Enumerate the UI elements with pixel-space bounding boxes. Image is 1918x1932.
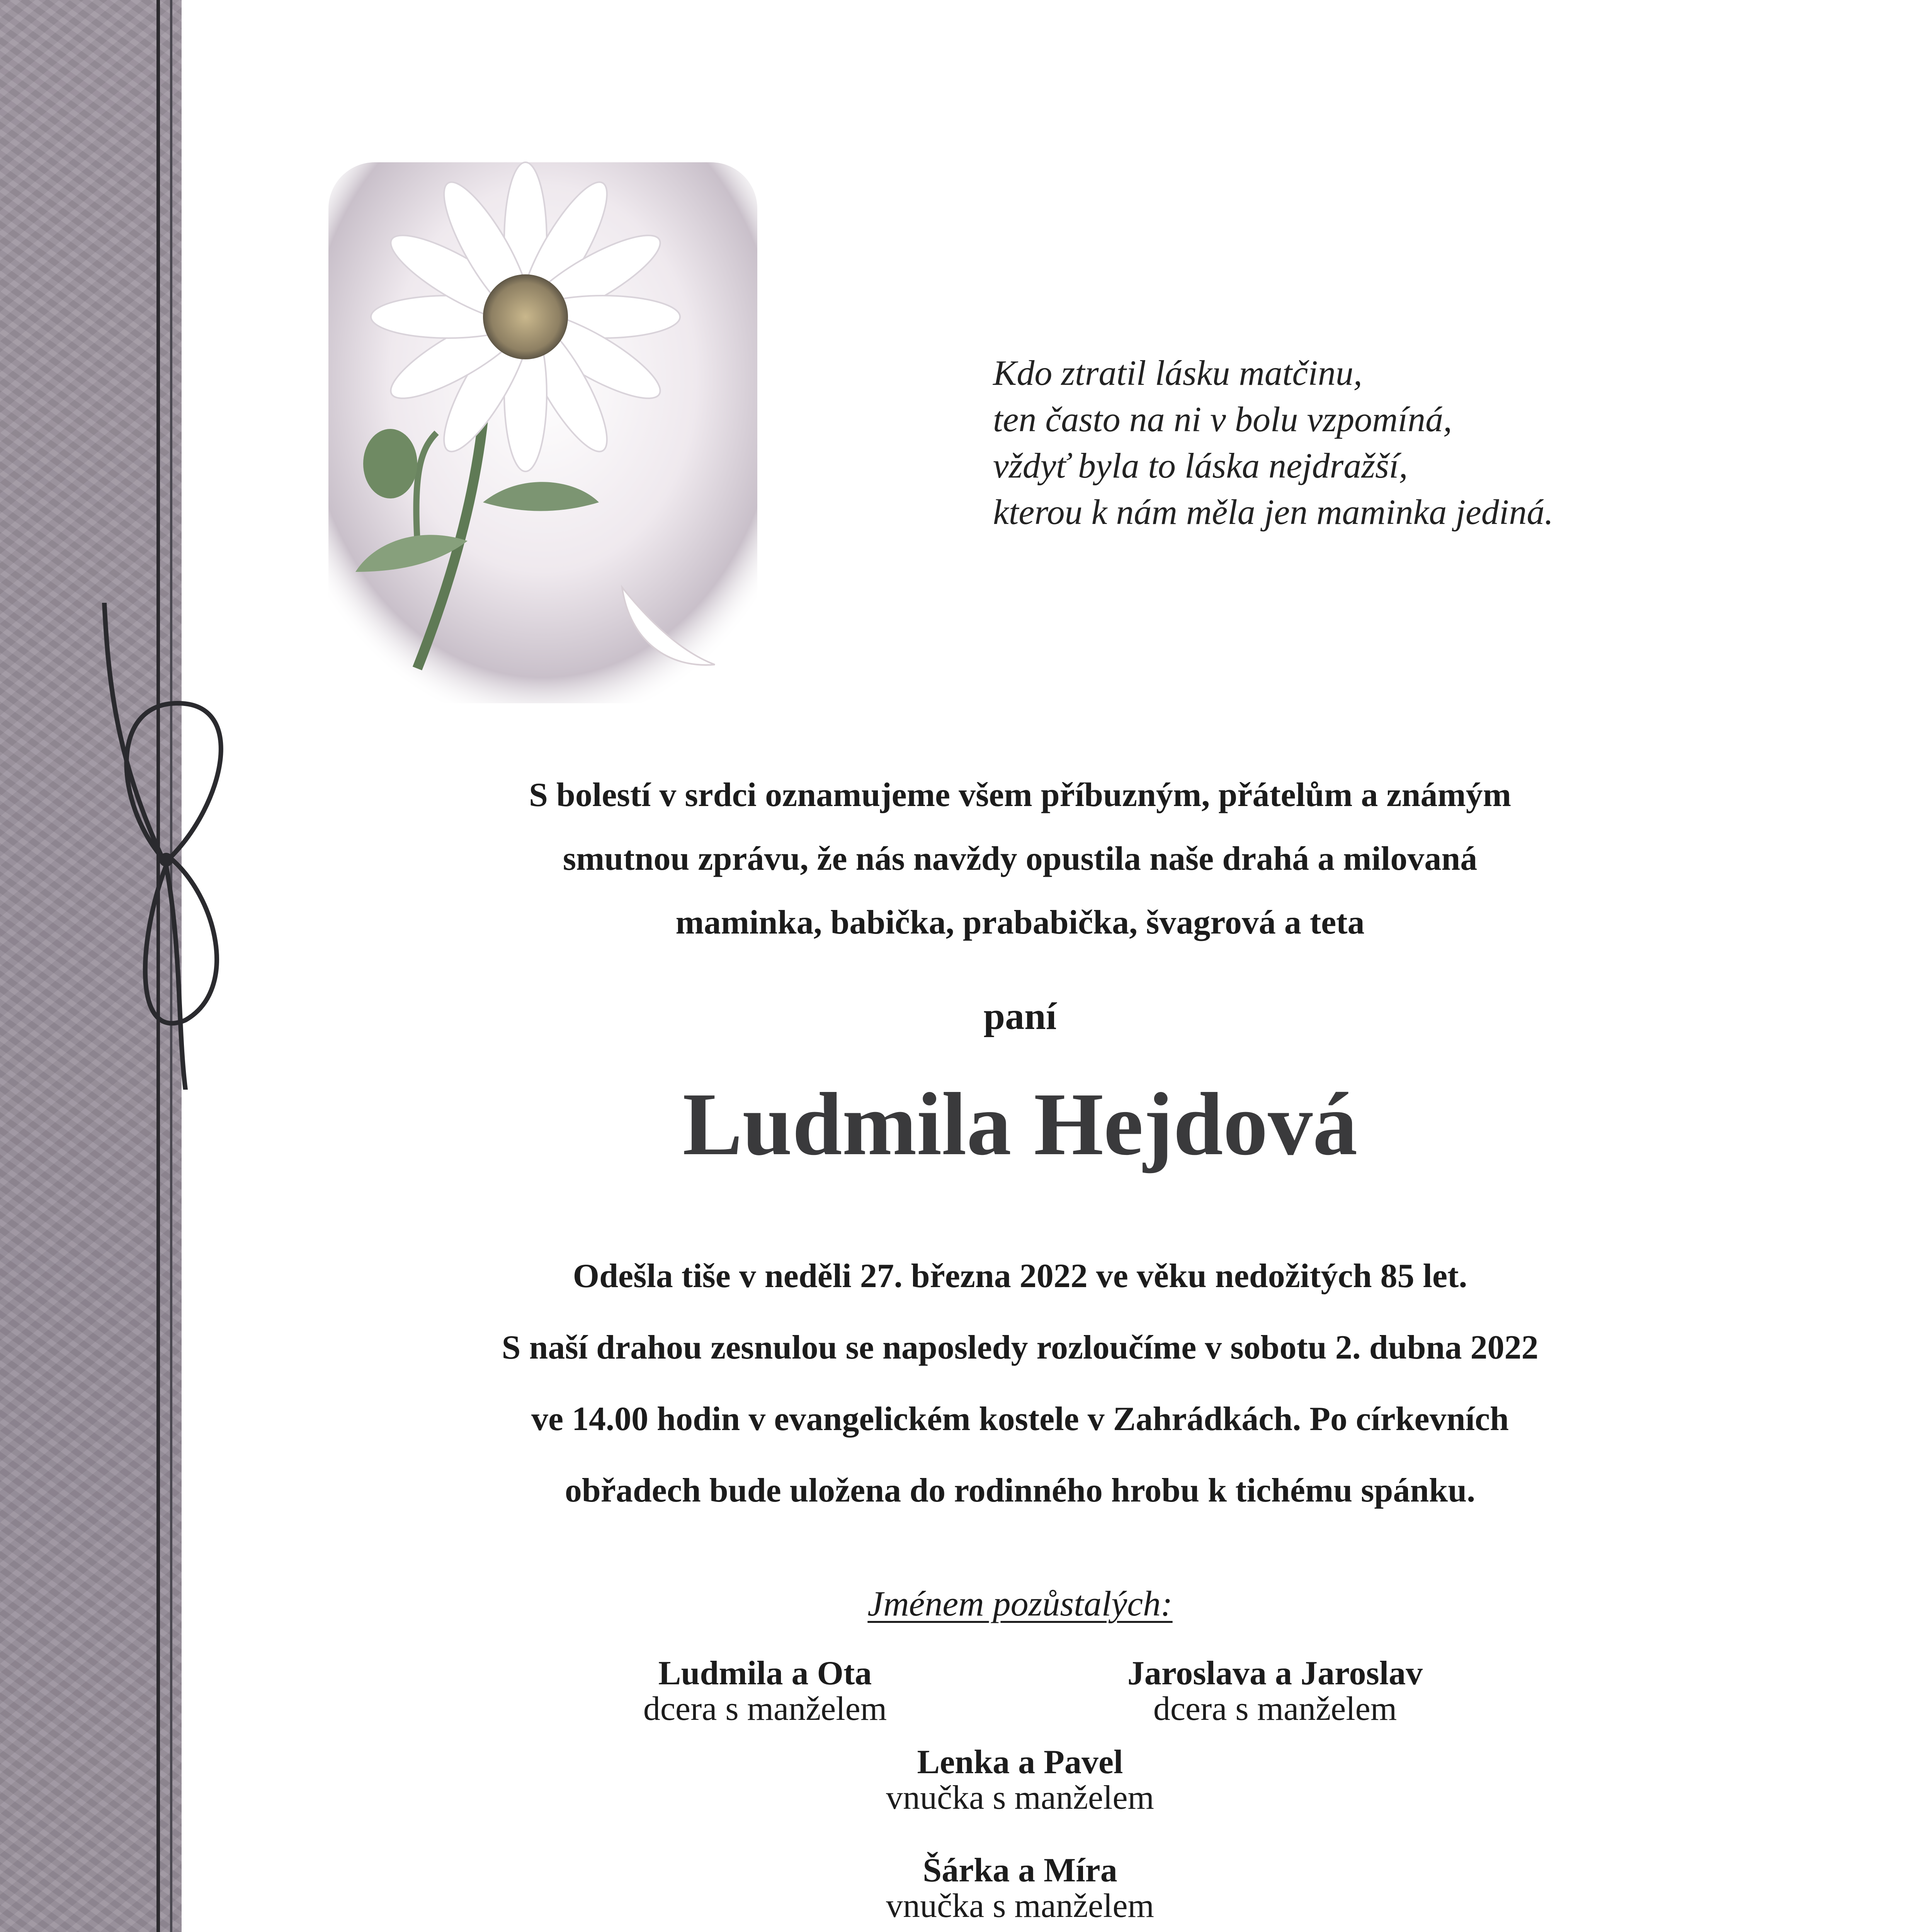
mourners-heading: Jménem pozůstalých: <box>867 1584 1173 1623</box>
announcement <box>182 763 1858 954</box>
mourner-entry <box>182 1745 1858 1816</box>
mourner-name: Jaroslava a Jaroslav <box>1127 1655 1423 1692</box>
daisy-illustration-icon <box>321 155 773 715</box>
mourner-entry <box>1082 1656 1468 1727</box>
poem-line: vždyť byla to láska nejdražší, <box>993 446 1408 485</box>
details-line: Odešla tiše v neděli 27. března 2022 ve věku nedožitých 85 let. <box>573 1257 1467 1295</box>
mourner-role: dcera s manželem <box>1153 1690 1397 1728</box>
announcement-line: maminka, babička, prababička, švagrová a teta <box>675 904 1365 941</box>
mourner-name: Lenka a Pavel <box>917 1743 1123 1781</box>
poem-line: ten často na ni v bolu vzpomíná, <box>993 400 1452 439</box>
salutation: paní <box>983 995 1057 1037</box>
memorial-poem <box>993 350 1843 535</box>
mourner-entry <box>182 1853 1858 1924</box>
mourner-role: vnučka s manželem <box>886 1887 1154 1925</box>
details-line: obřadech bude uložena do rodinného hrobu k tichému spánku. <box>565 1472 1476 1509</box>
deceased-name: Ludmila Hejdová <box>682 1075 1358 1174</box>
announcement-line: smutnou zprávu, že nás navždy opustila naše drahá a milovaná <box>563 840 1478 878</box>
funeral-details <box>182 1240 1858 1526</box>
mourner-name: Šárka a Míra <box>923 1852 1117 1889</box>
mourner-role: vnučka s manželem <box>886 1779 1154 1816</box>
poem-line: kterou k nám měla jen maminka jediná. <box>993 492 1554 532</box>
poem-line: Kdo ztratil lásku matčinu, <box>993 353 1362 393</box>
mourner-entry <box>610 1656 920 1727</box>
announcement-line: S bolestí v srdci oznamujeme všem příbuzným, přátelům a známým <box>529 776 1512 814</box>
details-line: S naší drahou zesnulou se naposledy rozloučíme v sobotu 2. dubna 2022 <box>502 1329 1539 1366</box>
mourner-role: dcera s manželem <box>643 1690 887 1728</box>
mourner-name: Ludmila a Ota <box>658 1655 872 1692</box>
details-line: ve 14.00 hodin v evangelickém kostele v Zahrádkách. Po církevních <box>531 1400 1509 1438</box>
